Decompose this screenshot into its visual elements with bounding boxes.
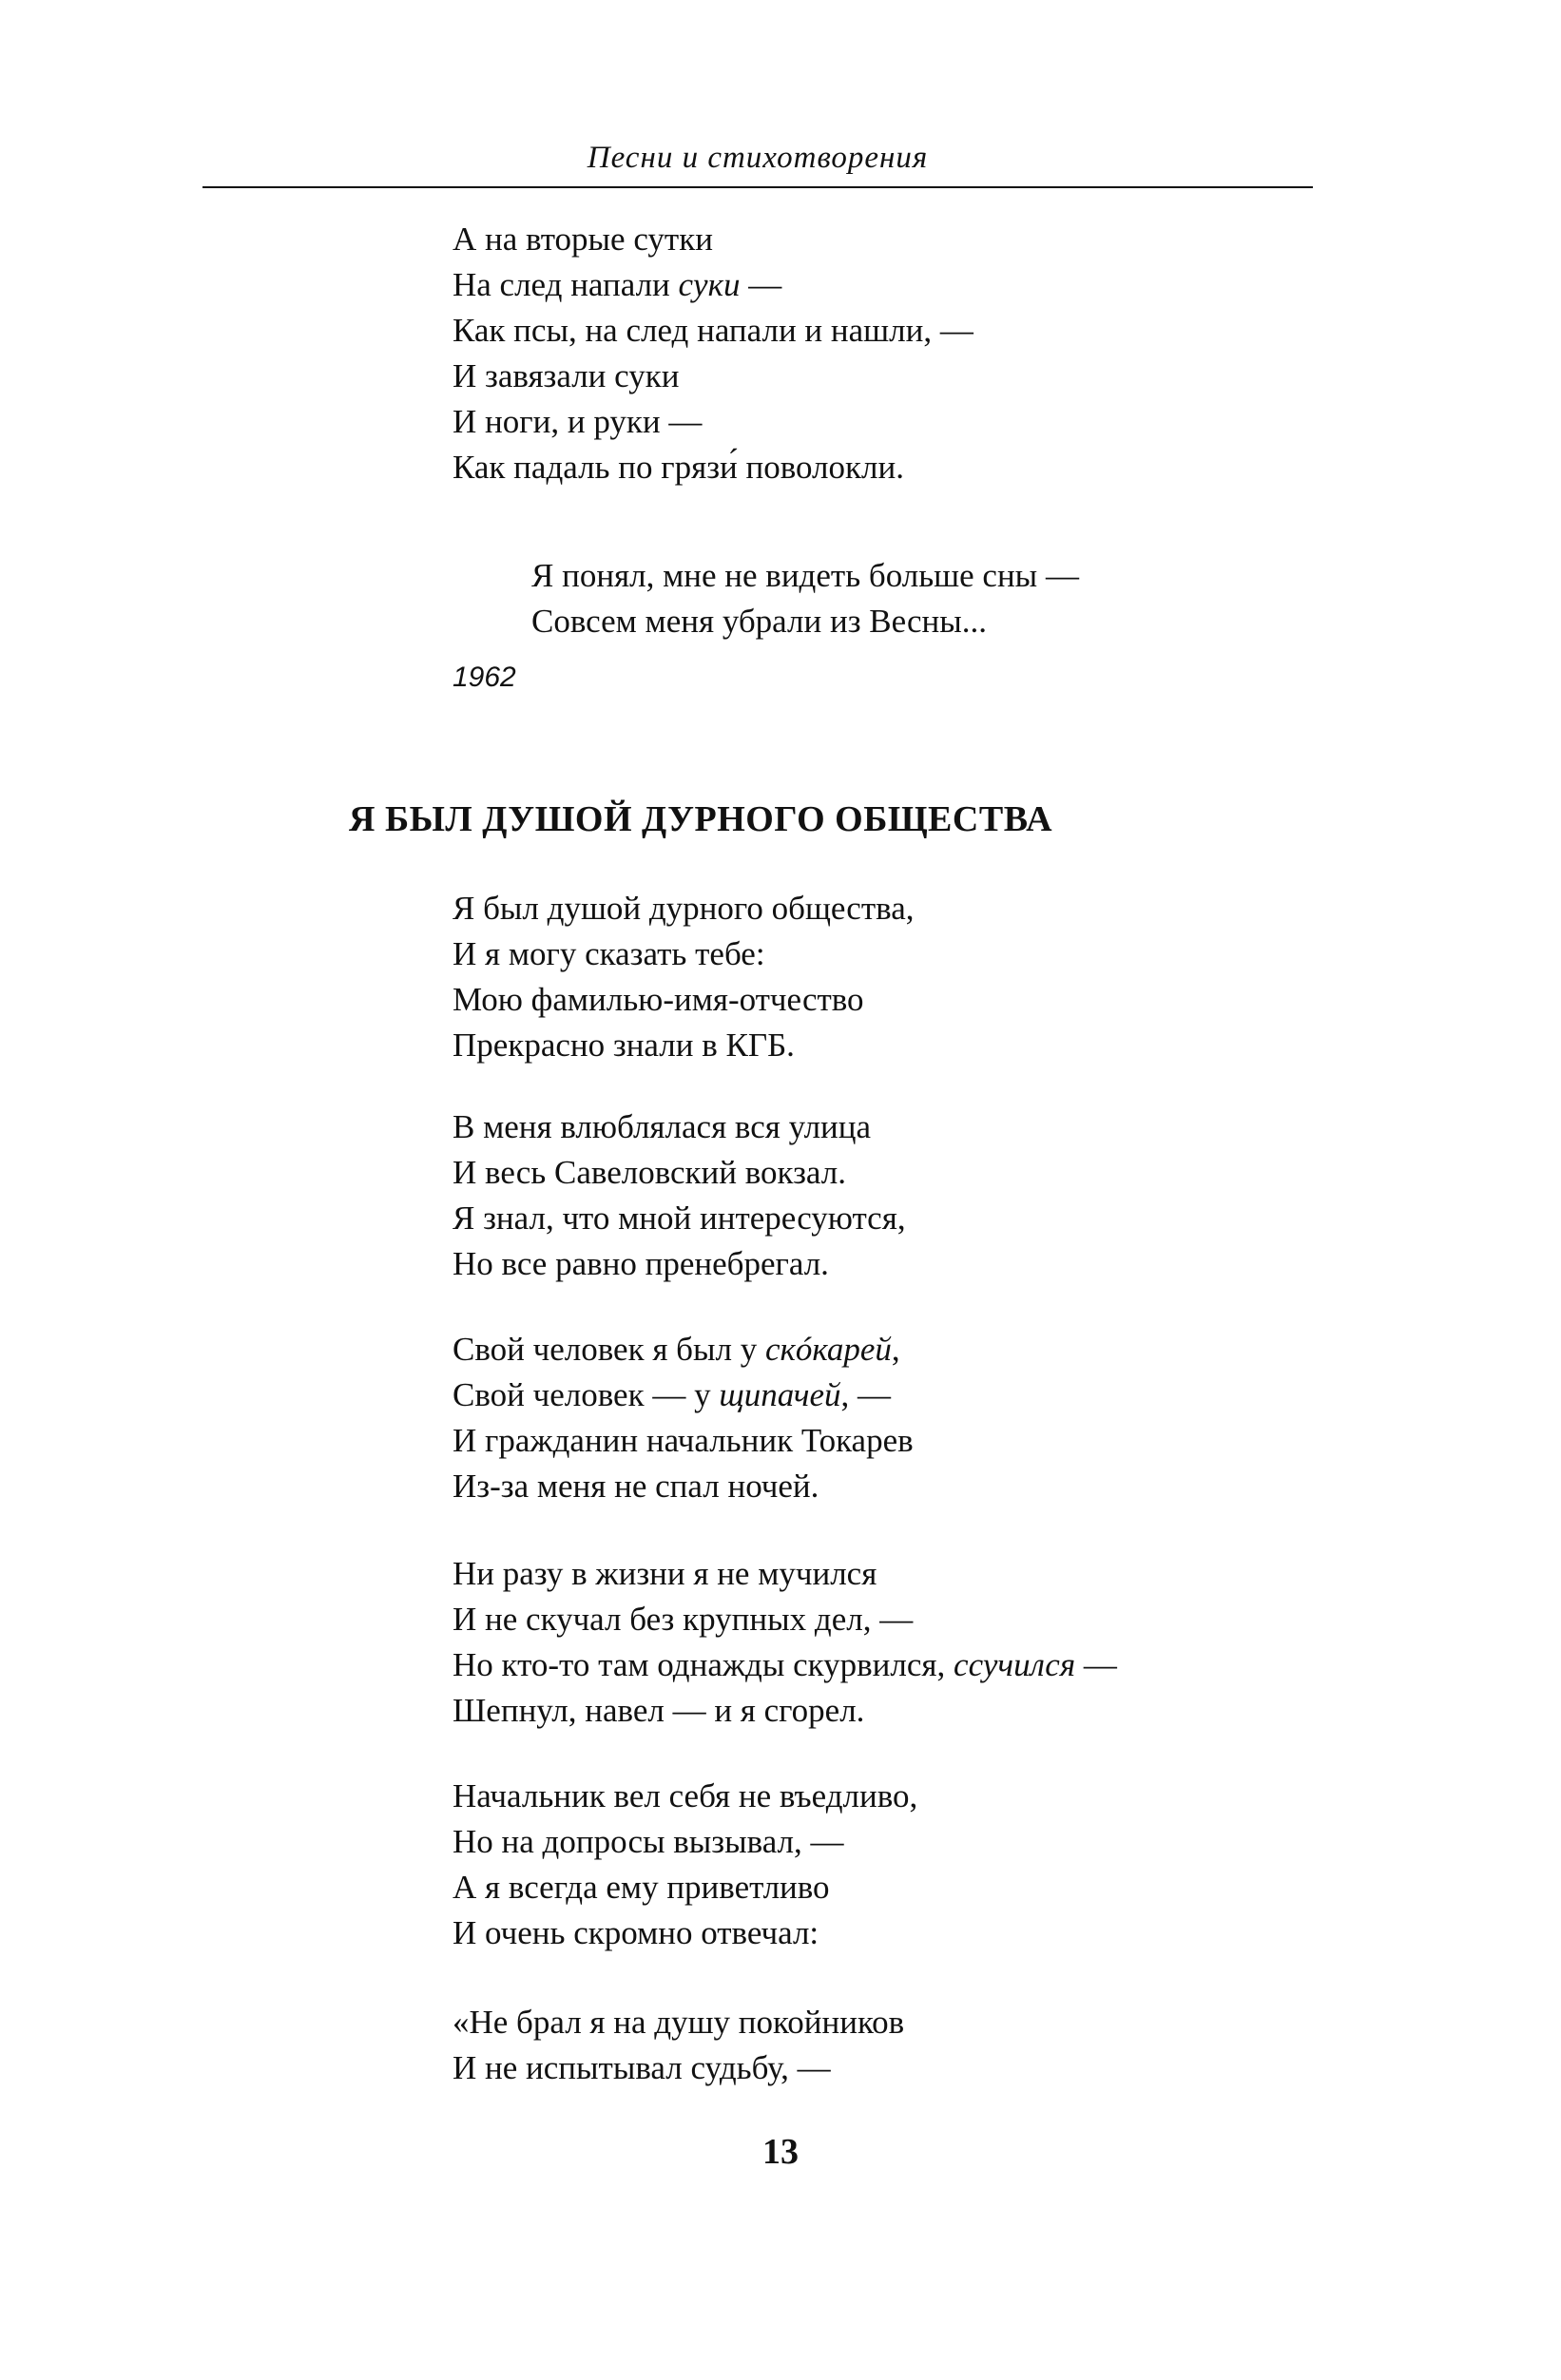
poem-line: Шепнул, навел — и я сгорел. bbox=[453, 1692, 865, 1729]
poem-line: Я знал, что мной интересуются, bbox=[453, 1200, 906, 1237]
poem2-stanza-5 bbox=[453, 1774, 917, 1956]
poem-line: Как псы, на след напали и нашли, — bbox=[453, 312, 973, 349]
poem-line: И весь Савеловский вокзал. bbox=[453, 1154, 846, 1191]
poem-line: Начальник вел себя не въедливо, bbox=[453, 1777, 918, 1814]
poem-title: Я БЫЛ ДУШОЙ ДУРНОГО ОБЩЕСТВА bbox=[349, 799, 1053, 839]
poem-line: Совсем меня убрали из Весны... bbox=[531, 603, 988, 640]
poem-date: 1962 bbox=[453, 662, 516, 693]
poem-line: Из-за меня не спал ночей. bbox=[453, 1468, 819, 1505]
header-rule bbox=[202, 186, 1313, 188]
page-number: 13 bbox=[762, 2132, 799, 2172]
poem-line: И ноги, и руки — bbox=[453, 403, 703, 440]
poem-line: Ни разу в жизни я не мучился bbox=[453, 1555, 877, 1592]
poem-line: И очень скромно отвечал: bbox=[453, 1914, 819, 1951]
poem-line: Но на допросы вызывал, — bbox=[453, 1823, 844, 1860]
poem-line: «Не брал я на душу покойников bbox=[453, 2004, 905, 2041]
poem2-stanza-2 bbox=[453, 1104, 906, 1287]
poem-line: Свой человек — у щипачей, — bbox=[453, 1376, 892, 1413]
poem-line: Прекрасно знали в КГБ. bbox=[453, 1027, 795, 1064]
poem-line: На след напали сyки — bbox=[453, 266, 782, 303]
poem-line: Мою фамилью-имя-отчество bbox=[453, 981, 864, 1018]
poem-line: Свой человек я был у скóкарей, bbox=[453, 1331, 900, 1368]
poem1-refrain bbox=[531, 553, 1079, 644]
poem-line: И завязали суки bbox=[453, 357, 680, 394]
poem1-stanza-1 bbox=[453, 217, 973, 490]
running-head: Песни и стихотворения bbox=[587, 141, 929, 175]
poem2-stanza-6 bbox=[453, 2000, 904, 2091]
poem-line: Но кто-то там однажды скурвился, ссучился — bbox=[453, 1646, 1117, 1683]
poem-line: В меня влюблялася вся улица bbox=[453, 1108, 872, 1145]
poem-line: А на вторые сутки bbox=[453, 221, 713, 258]
poem2-stanza-4 bbox=[453, 1551, 1117, 1734]
poem-line: Как падаль по грязи́ поволокли. bbox=[453, 449, 904, 486]
poem-line: И не скучал без крупных дел, — bbox=[453, 1601, 914, 1638]
poem-line: И я могу сказать тебе: bbox=[453, 935, 765, 972]
poem-line: Я был душой дурного общества, bbox=[453, 890, 915, 927]
poem-line: И не испытывал судьбу, — bbox=[453, 2049, 831, 2086]
poem-line: Я понял, мне не видеть больше сны — bbox=[531, 557, 1079, 594]
poem-line: И гражданин начальник Токарев bbox=[453, 1422, 914, 1459]
poem-line: Но все равно пренебрегал. bbox=[453, 1245, 829, 1282]
poem-line: А я всегда ему приветливо bbox=[453, 1869, 830, 1906]
poem2-stanza-1 bbox=[453, 886, 915, 1068]
poem2-stanza-3 bbox=[453, 1327, 914, 1509]
